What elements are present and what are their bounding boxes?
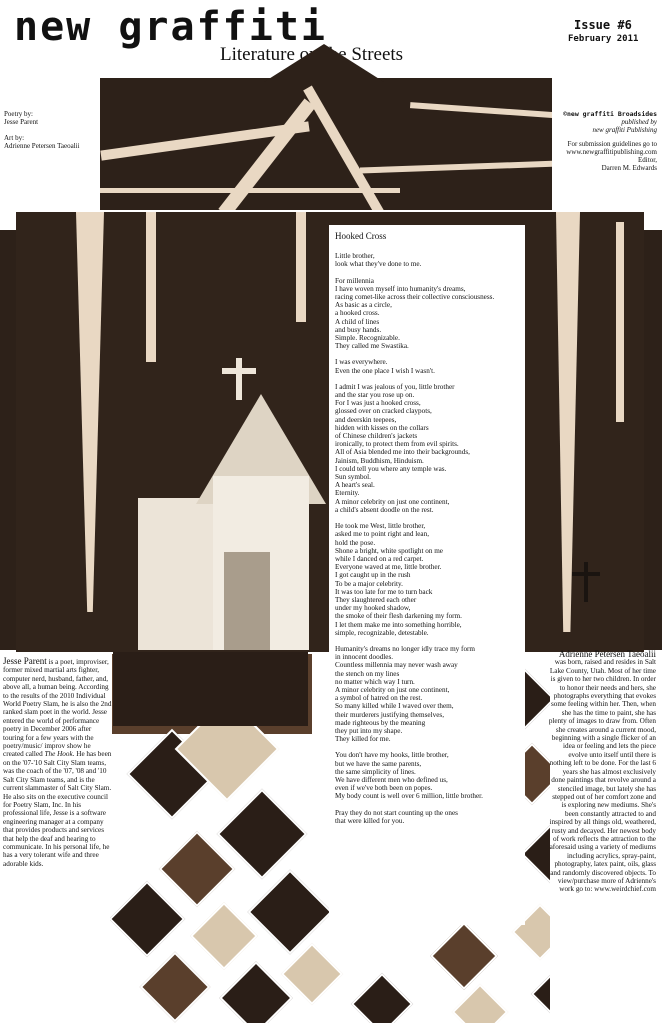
poem-stanza	[335, 358, 519, 374]
issue-date: February 2011	[568, 34, 639, 44]
poem-line: in innocent doodles.	[335, 653, 394, 662]
poem-line: As basic as a circle,	[335, 301, 392, 310]
poem-line: a symbol of hatred on the rest.	[335, 694, 423, 703]
poem-line: I was everywhere.	[335, 358, 388, 367]
poem-line: They slaughtered each other	[335, 595, 417, 604]
poem-line: hidden with kisses on the collars	[335, 423, 429, 432]
poem-line: glossed over on cracked claypots,	[335, 407, 432, 416]
poem-line: My body count is well over 6 million, little brother.	[335, 792, 483, 801]
top-painting	[100, 78, 552, 210]
poem-line: no matter which way I turn.	[335, 677, 415, 686]
poem-line: You don't have my hooks, little brother,	[335, 751, 449, 760]
poem-line: Humanity's dreams no longer idly trace my form	[335, 644, 476, 653]
poem-line: while I danced on a red carpet.	[335, 554, 424, 563]
poem-line: even if we've both been on popes.	[335, 784, 433, 793]
poem-line: and the star you rose up on.	[335, 391, 415, 400]
poem-line: hold the pose.	[335, 538, 376, 547]
poem-line: They called me Swastika.	[335, 342, 409, 351]
poem-body	[335, 252, 519, 825]
poem-line: Everyone waved at me, little brother.	[335, 563, 442, 572]
publisher-name: new graffiti Publishing	[592, 126, 657, 134]
poem-stanza	[335, 751, 519, 800]
publisher-info	[553, 110, 657, 172]
poem-line: simple, recognizable, detestable.	[335, 628, 429, 637]
poem-line: racing comet-like across their collective consciousness.	[335, 293, 495, 302]
poem-line: I could tell you where any temple was.	[335, 464, 447, 473]
poem-line: I got caught up in the rush	[335, 571, 411, 580]
top-peak	[264, 44, 384, 82]
poem-line: Simple. Recognizable.	[335, 334, 400, 343]
poem-stanza	[335, 522, 519, 637]
mosaic-dark-band	[113, 652, 308, 726]
poet-name: Jesse Parent	[4, 118, 39, 126]
poem-line: the same simplicity of lines.	[335, 767, 416, 776]
artist-bio	[548, 650, 656, 894]
published-by: published by	[621, 118, 657, 126]
poem-line: Shone a bright, white spotlight on me	[335, 546, 444, 555]
submission-note: For submission guidelines go to	[567, 140, 657, 148]
poem-line: and busy hands.	[335, 325, 382, 334]
grave-cross-icon	[584, 562, 588, 602]
poem-line: the smoke of their flesh darkening my form.	[335, 612, 462, 621]
poem-line: a child's absent doodle on the rest.	[335, 505, 434, 514]
poem-line: A heart's seal.	[335, 481, 375, 490]
artist-bio-text: was born, raised and resides in Salt Lake County, Utah. Most of her time is given to her two children. In order to honor their needs and hers, she photographs everything that evokes some feeling within her. Then, when she has the time to paint, she has plenty of images to draw from. Often she creates around a current mood, beginning with a single flicker of an idea or feeling and lets the piece evolve unto itself until there is nothing left to be done. For the last 6 years she has almost exclusively done paintings that revolve around a stenciled image, but lately she has stepped out of her comfort zone and is exploring new mediums. She's been constantly attracted to and inspired by all things old, weathered, rusty and decayed. Her newest body of work reflects the attraction to the aforesaid using a variety of mediums including acrylics, spray-paint, photography, latex paint, oils, glass and randomly discovered objects. To view/purchase more of Adrienne's work go to: www.weirdchief.com	[548, 658, 656, 894]
poem-line: All of Asia blended me into their backgrounds,	[335, 448, 470, 457]
poem-line: I have woven myself into humanity's dreams,	[335, 284, 466, 293]
poem-line: Eternity.	[335, 489, 360, 498]
poem-stanza	[335, 809, 519, 825]
poem-line: For millennia	[335, 276, 374, 285]
poem-line: We have different men who defined us,	[335, 775, 448, 784]
poem-line: A minor celebrity on just one continent,	[335, 497, 450, 506]
poet-bio-text-b: . He has been on the '07-'10 Salt City Slam teams, was the coach of the '07, '08 and '10 Salt City Slam teams, and is the current slammaster of Salt City Slam. He also sits on the executive council for Poetry Slam, Inc. In his professional life, Jesse is a software engineering manager at a company that provides products and services that help the deaf and hearing to communicate. In his personal life, he has a very tolerant wife and three adorable kids.	[3, 750, 112, 868]
poem-line: I let them make me into something horrible,	[335, 620, 462, 629]
poem-line: Jainism, Buddhism, Hinduism.	[335, 456, 424, 465]
poem-line: their murderers justifying themselves,	[335, 710, 444, 719]
poet-bio	[3, 657, 113, 868]
poet-bio-text-a: is a poet, improviser, former mixed martial arts fighter, computer nerd, husband, father, and, above all, a human being. According to the results of the 2010 Individual World Poetry Slam, he is also the 2nd ranked slam poet in the world. Jesse entered the world of performance poetry in December 2006 after touring for a few years with the poetry/music/ improv show he created called	[3, 658, 112, 759]
credits	[4, 110, 94, 150]
issue-number: Issue #6	[574, 18, 632, 32]
poem-line: To be a major celebrity.	[335, 579, 403, 588]
poem-line: made righteous by the meaning	[335, 718, 426, 727]
poem-line: look what they've done to me.	[335, 260, 422, 269]
poem-line: of Chinese children's jackets	[335, 432, 418, 441]
poem-line: Sun symbol.	[335, 473, 371, 482]
editor-label: Editor,	[638, 156, 657, 164]
poem-line: Pray they do not start counting up the ones	[335, 808, 458, 817]
poem-line: the stench on my lines	[335, 669, 400, 678]
masthead-title: new graffiti	[14, 4, 327, 50]
poem-line: He took me West, little brother,	[335, 522, 426, 531]
editor-name: Darren M. Edwards	[601, 164, 657, 172]
poem-stanza	[335, 277, 519, 351]
poem-line: Countless millennia may never wash away	[335, 661, 458, 670]
poem-line: but we have the same parents,	[335, 759, 422, 768]
artist-bio-name: Adrienne Petersen Taeoalii	[558, 649, 656, 659]
poem-title: Hooked Cross	[335, 231, 387, 241]
poem-stanza	[335, 645, 519, 743]
artist-name: Adrienne Petersen Taeoalii	[4, 142, 80, 150]
poem-line: and deerskin teepees,	[335, 415, 397, 424]
poem-line: A minor celebrity on just one continent,	[335, 685, 450, 694]
poetry-label: Poetry by:	[4, 110, 33, 118]
poet-bio-name: Jesse Parent	[3, 656, 47, 666]
poem-line: Even the one place I wish I wasn't.	[335, 366, 435, 375]
poem-line: It was too late for me to turn back	[335, 587, 433, 596]
poem-column	[329, 225, 525, 925]
poem-line: ironically, to protect them from evil spirits.	[335, 440, 459, 449]
poem-line: Little brother,	[335, 252, 375, 261]
poem-line: For I was just a hooked cross,	[335, 399, 421, 408]
poet-bio-show: The Hook	[44, 750, 73, 759]
poem-line: a hooked cross.	[335, 309, 380, 318]
poem-line: A child of lines	[335, 317, 380, 326]
cross-icon	[236, 358, 242, 400]
church-door	[224, 552, 270, 650]
poem-line: that were killed for you.	[335, 816, 405, 825]
series-name: ©new graffiti Broadsides	[563, 110, 657, 118]
poem-line: They killed for me.	[335, 735, 391, 744]
right-edge-painting	[644, 230, 662, 650]
poem-stanza	[335, 252, 519, 268]
poem-line: they put into my shape.	[335, 726, 403, 735]
art-label: Art by:	[4, 134, 25, 142]
masthead-subtitle: Literature on the Streets	[220, 44, 404, 65]
poem-line: I admit I was jealous of you, little brother	[335, 382, 455, 391]
poem-stanza	[335, 383, 519, 514]
poem-line: under my hooked shadow,	[335, 604, 411, 613]
poem-line: So many killed while I waved over them,	[335, 702, 454, 711]
publisher-site: www.newgraffitipublishing.com	[566, 148, 657, 156]
poem-line: asked me to point right and lean,	[335, 530, 430, 539]
